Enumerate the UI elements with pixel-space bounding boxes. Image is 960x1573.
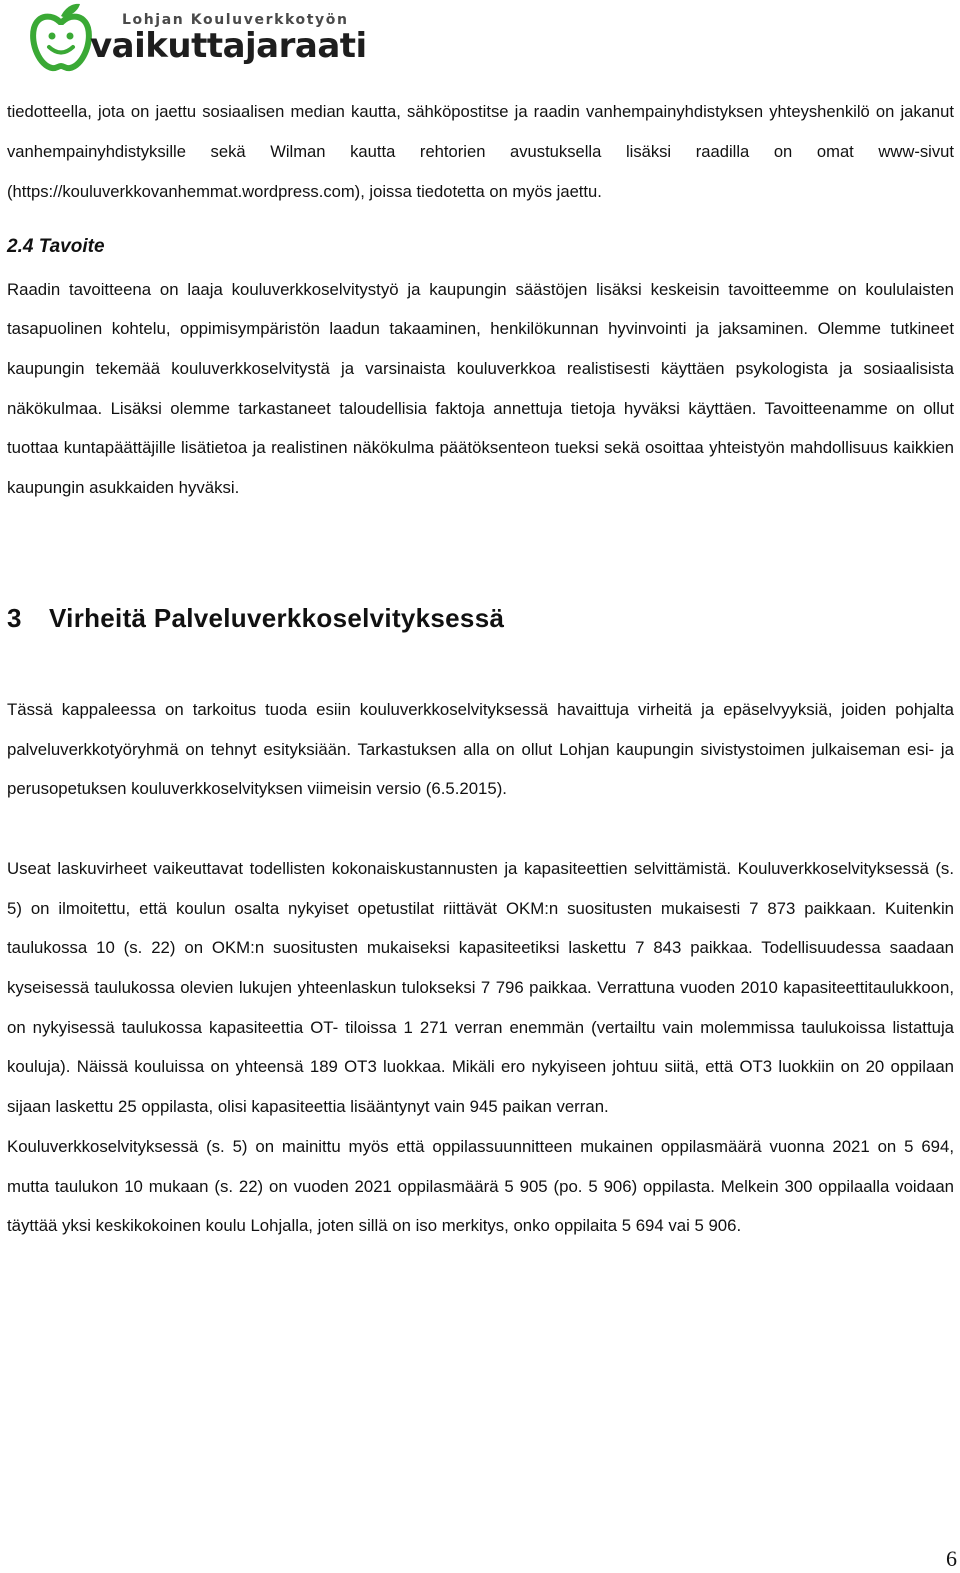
section-number: 3 bbox=[7, 602, 22, 633]
goal-paragraph: Raadin tavoitteena on laaja kouluverkkoselvitystyö ja kaupungin säästöjen lisäksi keskeisin tavoitteemme on koululaisten tasapuolinen kohtelu, oppimisympäristön laadun takaaminen, henkilökunnan hyvinvointi ja jaksaminen. Olemme tutkineet kaupungin tekemää kouluverkkoselvitystä ja varsinaista kouluverkkoa realistisesti käyttäen psykologista ja sosiaalisista näkökulmaa. Lisäksi olemme tarkastaneet taloudellisia faktoja annettuja tietoja hyväksi käyttäen. Tavoitteenamme on ollut tuottaa kuntapäättäjille lisätietoa ja realistinen näkökulma päätöksenteon tueksi sekä osoittaa yhteistyön mahdollisuus kaikkien kaupungin asukkaiden hyväksi. bbox=[7, 279, 954, 498]
intro-paragraph: tiedotteella, jota on jaettu sosiaalisen median kautta, sähköpostitse ja raadin vanhempainyhdistyksen yhteyshenkilö on jakanut vanhempainyhdistyksille sekä Wilman kautta rehtorien avustuksella lisäksi raadilla on omat www-sivut (https://kouluverkkovanhemmat.wordpress.com), joissa tiedotetta on myös jaettu. bbox=[7, 102, 954, 202]
logo-title: vaikuttajaraati bbox=[90, 26, 367, 66]
page-number: 6 bbox=[946, 1546, 957, 1571]
section-intro-paragraph: Tässä kappaleessa on tarkoitus tuoda esiin kouluverkkoselvityksessä havaittuja virheitä ja epäselvyyksiä, joiden pohjalta palveluverkkotyöryhmä on tehnyt esityksiään. Tarkastuksen alla on ollut Lohjan kaupungin sivistystoimen julkaiseman esi- ja perusopetuksen kouluverkkoselvityksen viimeisin versio (6.5.2015). bbox=[7, 699, 954, 799]
subsection-heading: 2.4 Tavoite bbox=[7, 235, 105, 257]
logo bbox=[30, 2, 367, 74]
errors-paragraph-2: Kouluverkkoselvityksessä (s. 5) on mainittu myös että oppilassuunnitteen mukainen oppilasmäärä vuonna 2021 on 5 694, mutta taulukon 10 mukaan (s. 22) on vuoden 2021 oppilasmäärä 5 905 (po. 5 906) oppilasta. Melkein 300 oppilaalla voidaan täyttää yksi keskikokoinen koulu Lohjalla, joten sillä on iso merkitys, onko oppilaita 5 694 vai 5 906. bbox=[7, 1136, 954, 1236]
errors-paragraph-1: Useat laskuvirheet vaikeuttavat todellisten kokonaiskustannusten ja kapasiteettien selvittämistä. Kouluverkkoselvityksessä (s. 5) on ilmoitettu, että koulun osalta nykyiset opetustilat riittävät OKM:n suositusten mukaisesti 7 873 paikkaan. Kuitenkin taulukossa 10 (s. 22) on OKM:n suositusten mukaiseksi kapasiteetiksi laskettu 7 843 paikkaa. Todellisuudessa saadaan kyseisessä taulukossa olevien lukujen yhteenlaskun tulokseksi 7 796 paikkaa. Verrattuna vuoden 2010 kapasiteettitaulukkoon, on nykyisessä taulukossa kapasiteettia OT- tiloissa 1 271 verran enemmän (vertailtu vain molemmissa taulukoissa listattuja kouluja). Näissä kouluissa on yhteensä 189 OT3 luokkaa. Mikäli ero nykyiseen johtuu siitä, että OT3 luokkiin on 20 oppilaan sijaan laskettu 25 oppilasta, olisi kapasiteettia lisääntynyt vain 945 paikan verran. bbox=[7, 858, 954, 1117]
logo-subtitle: Lohjan Kouluverkkotyön bbox=[122, 12, 349, 28]
section-heading bbox=[7, 602, 954, 634]
document-body bbox=[7, 92, 954, 1246]
section-title: Virheitä Palveluverkkoselvityksessä bbox=[49, 602, 505, 633]
apple-face-icon bbox=[30, 2, 92, 72]
